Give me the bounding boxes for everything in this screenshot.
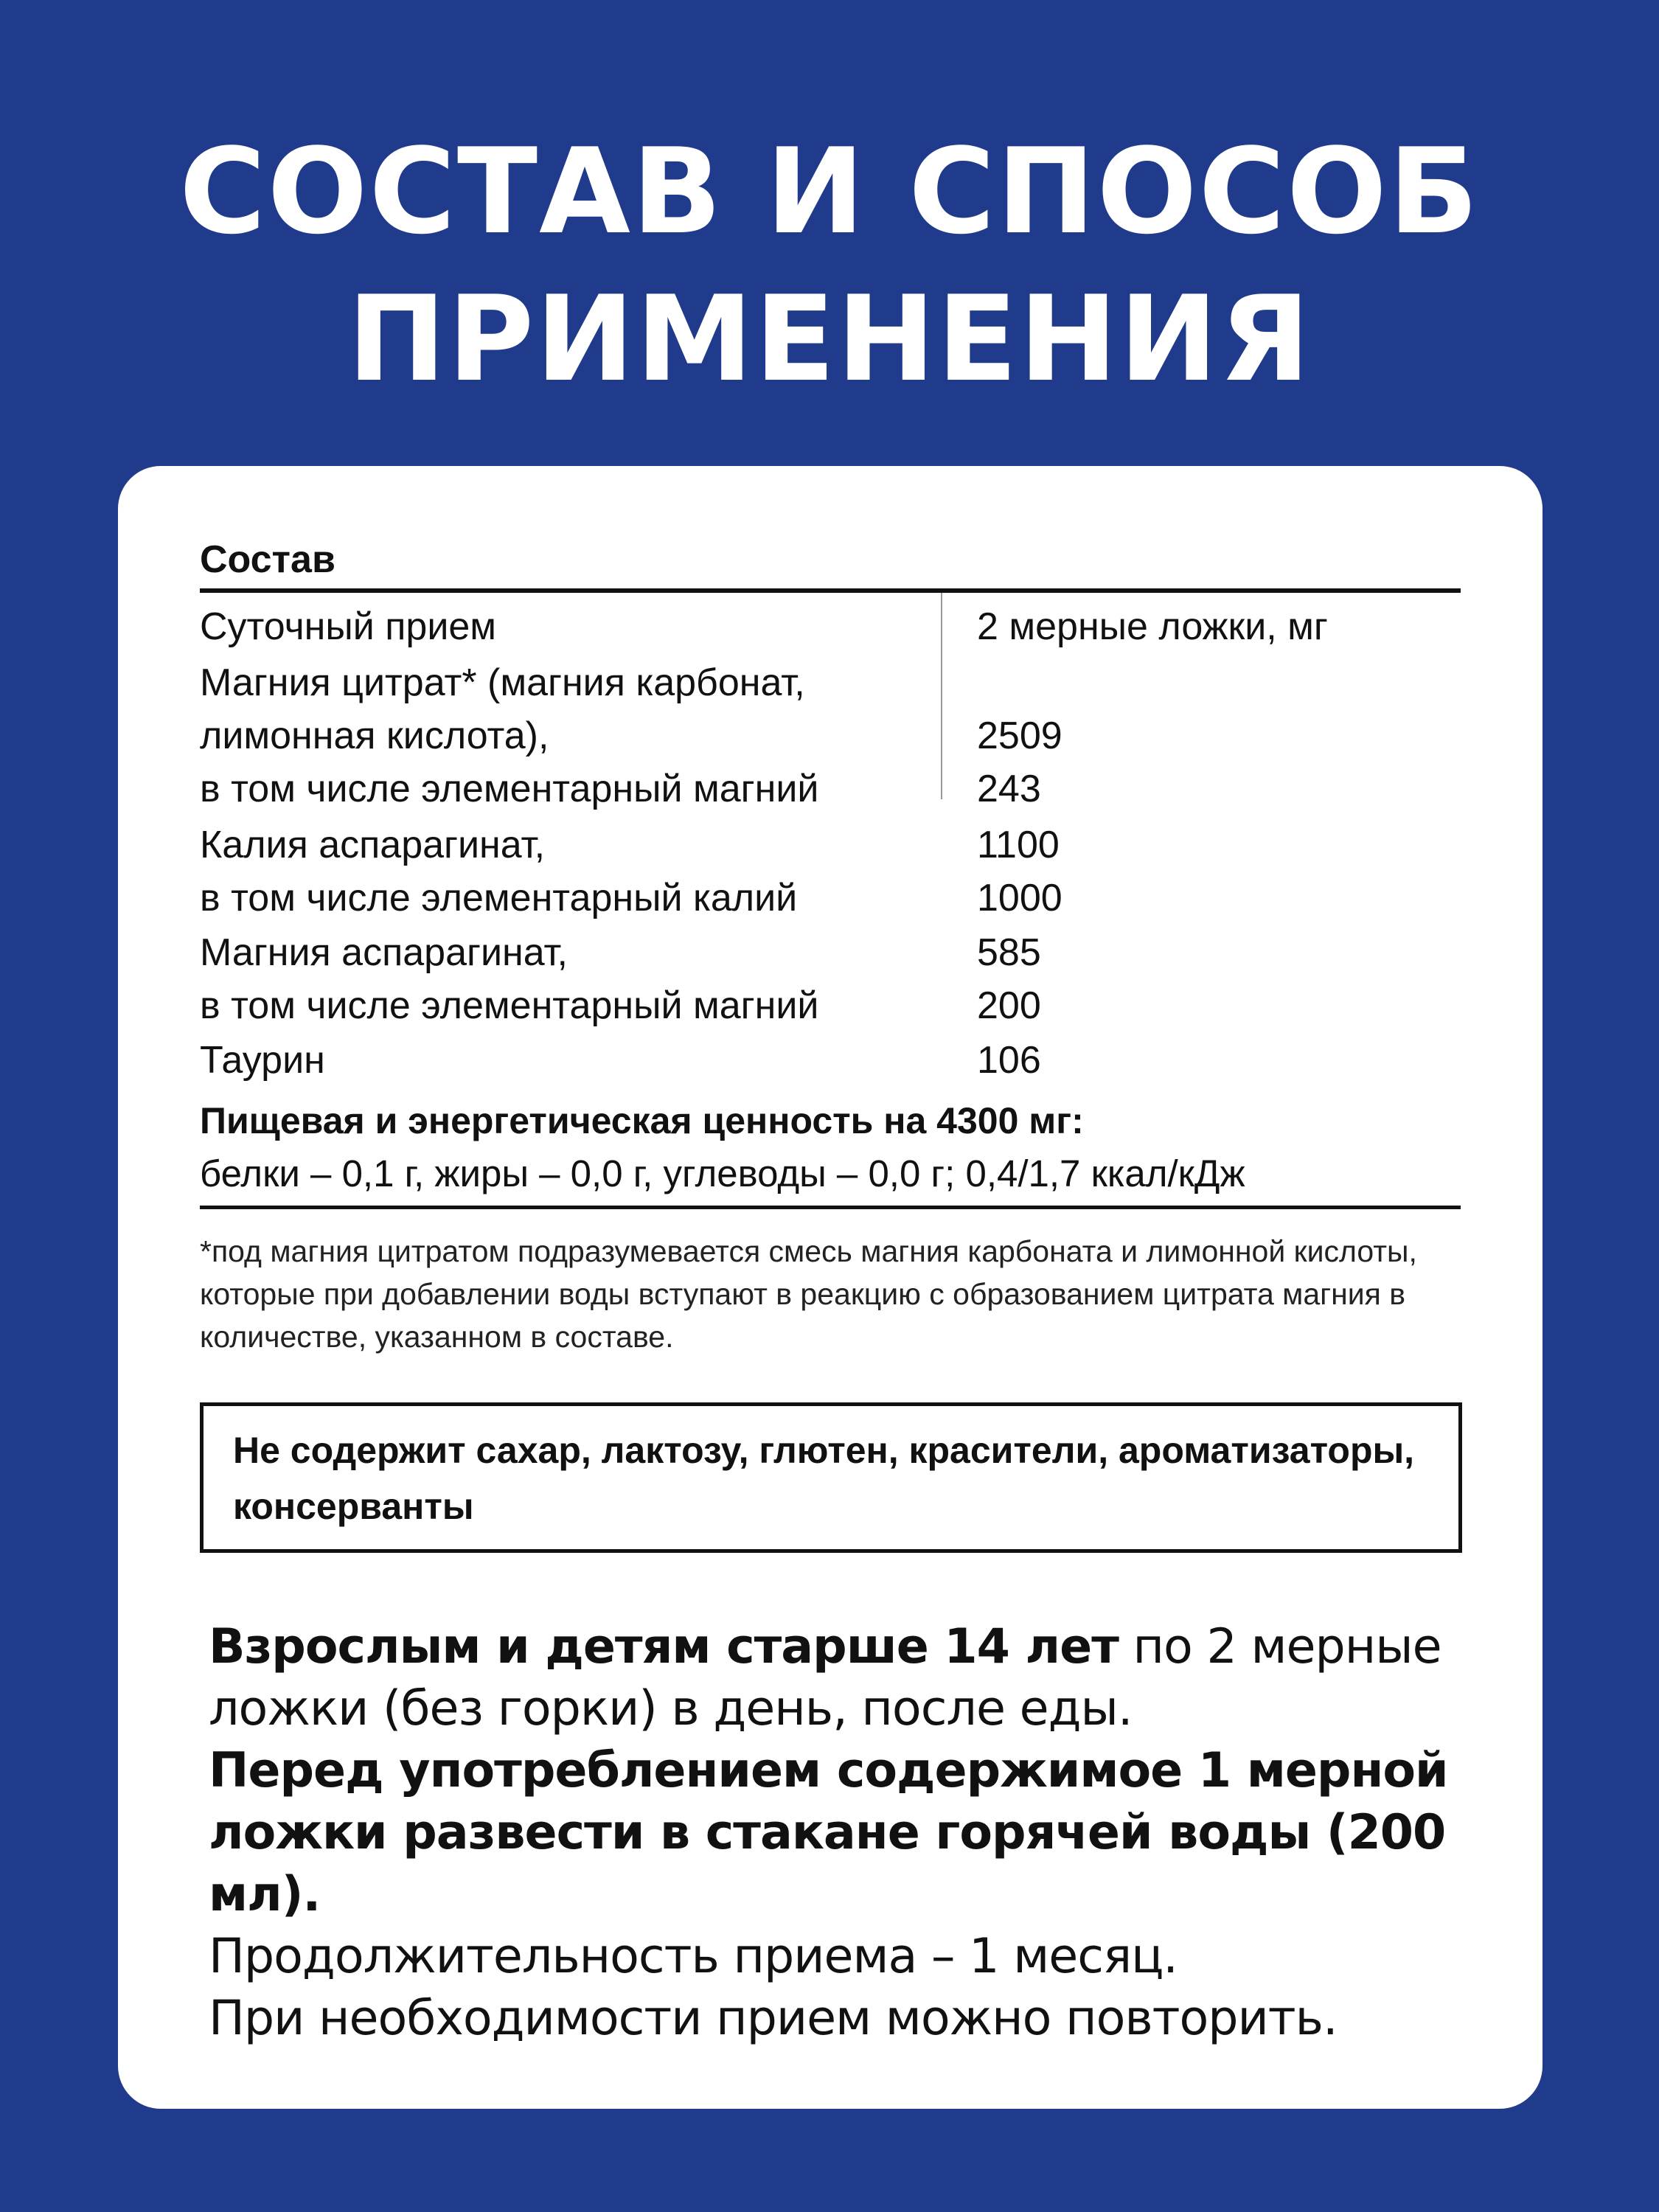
page-title-line-2: ПРИМЕНЕНИЯ — [347, 270, 1312, 408]
composition-row-label: в том числе элементарный калий — [200, 877, 798, 919]
free-from-notice — [200, 1402, 1462, 1553]
info-card — [118, 466, 1543, 2109]
composition-row-value: 243 — [977, 768, 1041, 810]
usage-dosage-text: по 2 мерные ложки (без горки) в день, после еды. — [209, 1619, 1441, 1736]
composition-column-divider — [941, 593, 942, 799]
composition-row-label: в том числе элементарный магний — [200, 984, 819, 1027]
usage-duration: Продолжительность приема – 1 месяц. — [209, 1929, 1178, 1984]
free-from-notice-text: Не содержит сахар, лактозу, глютен, красители, ароматизаторы, консерванты — [233, 1430, 1415, 1527]
usage-repeat: При необходимости прием можно повторить. — [209, 1991, 1338, 2046]
composition-row-value: 1000 — [977, 877, 1062, 919]
composition-row-label: Таурин — [200, 1039, 325, 1082]
usage-preparation — [209, 1740, 1506, 1926]
composition-row-label: в том числе элементарный магний — [200, 768, 819, 810]
page-title-line-1: СОСТАВ И СПОСОБ — [179, 122, 1480, 260]
composition-bottom-rule — [200, 1206, 1461, 1209]
composition-row-label: Магния аспарагинат, — [200, 931, 568, 974]
page-title — [0, 118, 1659, 413]
nutrition-title: Пищевая и энергетическая ценность на 4300 мг: — [200, 1100, 1084, 1141]
nutrition-values: белки – 0,1 г, жиры – 0,0 г, углеводы – 0,0 г; 0,4/1,7 ккал/кДж — [200, 1152, 1245, 1194]
composition-row-label: Калия аспарагинат, — [200, 824, 546, 866]
composition-row-value: 2 мерные ложки, мг — [977, 605, 1328, 648]
composition-row-value: 200 — [977, 984, 1041, 1027]
usage-dosage-emphasis: Взрослым и детям старше 14 лет — [209, 1619, 1119, 1674]
composition-row-value: 585 — [977, 931, 1041, 974]
composition-heading: Состав — [200, 538, 335, 581]
composition-row-label: Магния цитрат* (магния карбонат, — [200, 661, 805, 704]
usage-instructions — [209, 1616, 1506, 2050]
composition-row-label: Суточный прием — [200, 605, 497, 648]
composition-row-value: 106 — [977, 1039, 1041, 1082]
composition-row-value: 2509 — [977, 714, 1062, 757]
composition-top-rule — [200, 588, 1461, 593]
usage-dosage — [209, 1616, 1506, 1740]
composition-row-label: лимонная кислота), — [200, 714, 549, 757]
composition-row-value: 1100 — [977, 824, 1060, 866]
usage-preparation-text: Перед употреблением содержимое 1 мерной ложки развести в стакане горячей воды (200 мл). — [209, 1743, 1448, 1922]
footnote: *под магния цитратом подразумевается смесь магния карбоната и лимонной кислоты, которые при добавлении воды вступают в реакцию с образованием цитрата магния в количестве, указанном в составе. — [200, 1234, 1417, 1354]
